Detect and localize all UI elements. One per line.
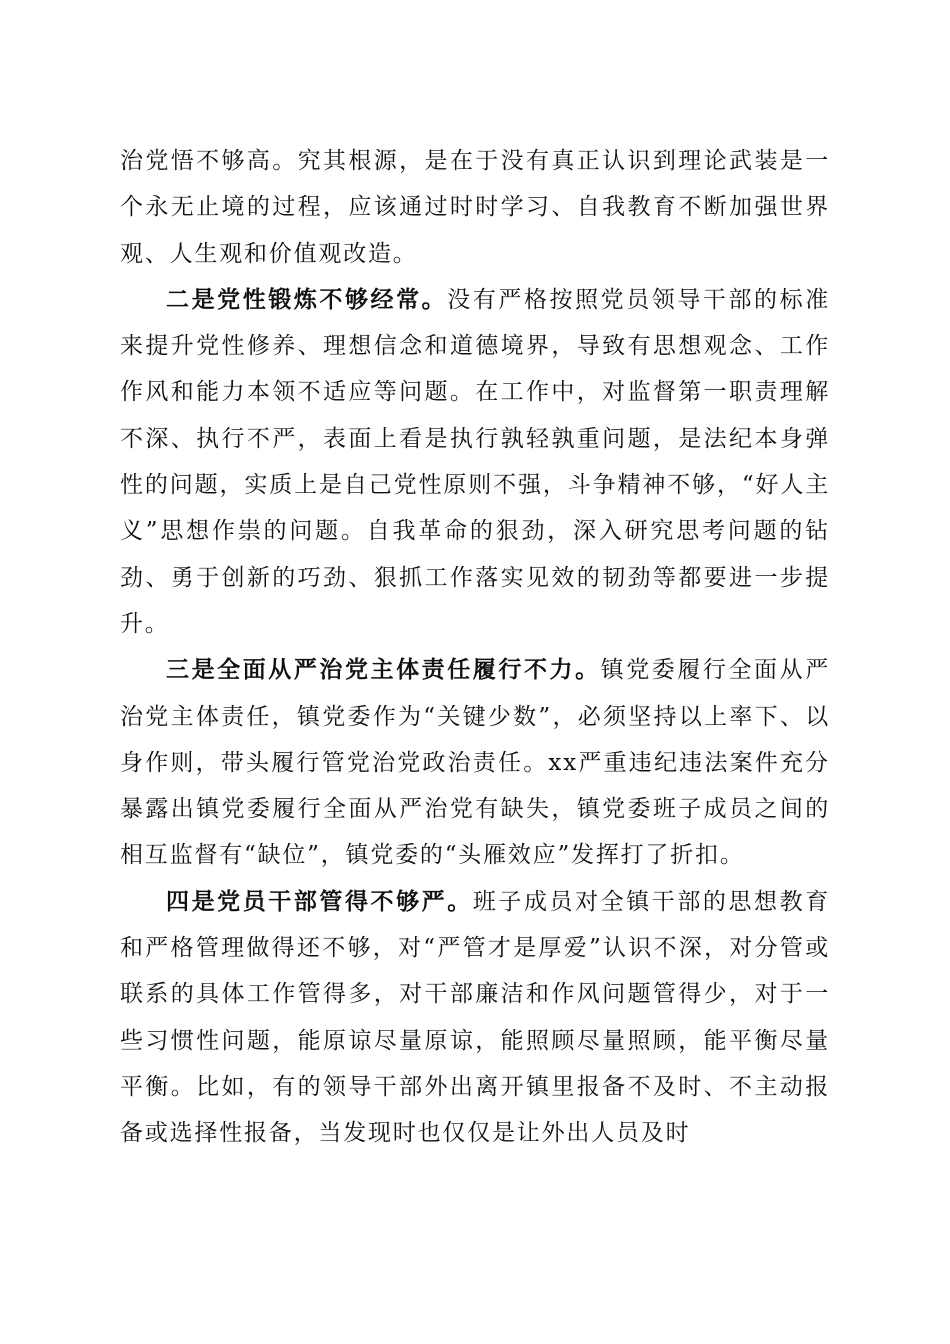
paragraph-point-four bbox=[120, 879, 830, 1157]
document-page bbox=[120, 138, 830, 1157]
paragraph-text: 没有严格按照党员领导干部的标准来提升党性修养、理想信念和道德境界，导致有思想观念、工作作风和能力本领不适应等问题。在工作中，对监督第一职责理解不深、执行不严，表面上看是执行孰轻孰重问题，是法纪本身弹性的问题，实质上是自己党性原则不强，斗争精神不够，“好人主义”思想作祟的问题。自我革命的狠劲，深入研究思考问题的钻劲、勇于创新的巧劲、狠抓工作落实见效的韧劲等都要进一步提升。 bbox=[120, 286, 830, 637]
paragraph-heading: 四是党员干部管得不够严。 bbox=[166, 887, 473, 915]
paragraph-text: 班子成员对全镇干部的思想教育和严格管理做得还不够，对“严管才是厚爱”认识不深，对分管或联系的具体工作管得多，对干部廉洁和作风问题管得少，对于一些习惯性问题，能原谅尽量原谅，能照顾尽量照顾，能平衡尽量平衡。比如，有的领导干部外出离开镇里报备不及时、不主动报备或选择性报备，当发现时也仅仅是让外出人员及时 bbox=[120, 888, 830, 1147]
paragraph-continuation bbox=[120, 138, 830, 277]
paragraph-text: 镇党委履行全面从严治党主体责任，镇党委作为“关键少数”，必须坚持以上率下、以身作则，带头履行管党治党政治责任。xx严重违纪违法案件充分暴露出镇党委履行全面从严治党有缺失，镇党委班子成员之间的相互监督有“缺位”，镇党委的“头雁效应”发挥打了折扣。 bbox=[120, 657, 830, 869]
paragraph-point-three bbox=[120, 647, 830, 878]
paragraph-text: 治党悟不够高。究其根源，是在于没有真正认识到理论武装是一个永无止境的过程，应该通过时时学习、自我教育不断加强世界观、人生观和价值观改造。 bbox=[120, 148, 830, 267]
paragraph-heading: 三是全面从严治党主体责任履行不力。 bbox=[166, 656, 601, 684]
paragraph-point-two bbox=[120, 277, 830, 647]
paragraph-heading: 二是党性锻炼不够经常。 bbox=[166, 285, 448, 313]
